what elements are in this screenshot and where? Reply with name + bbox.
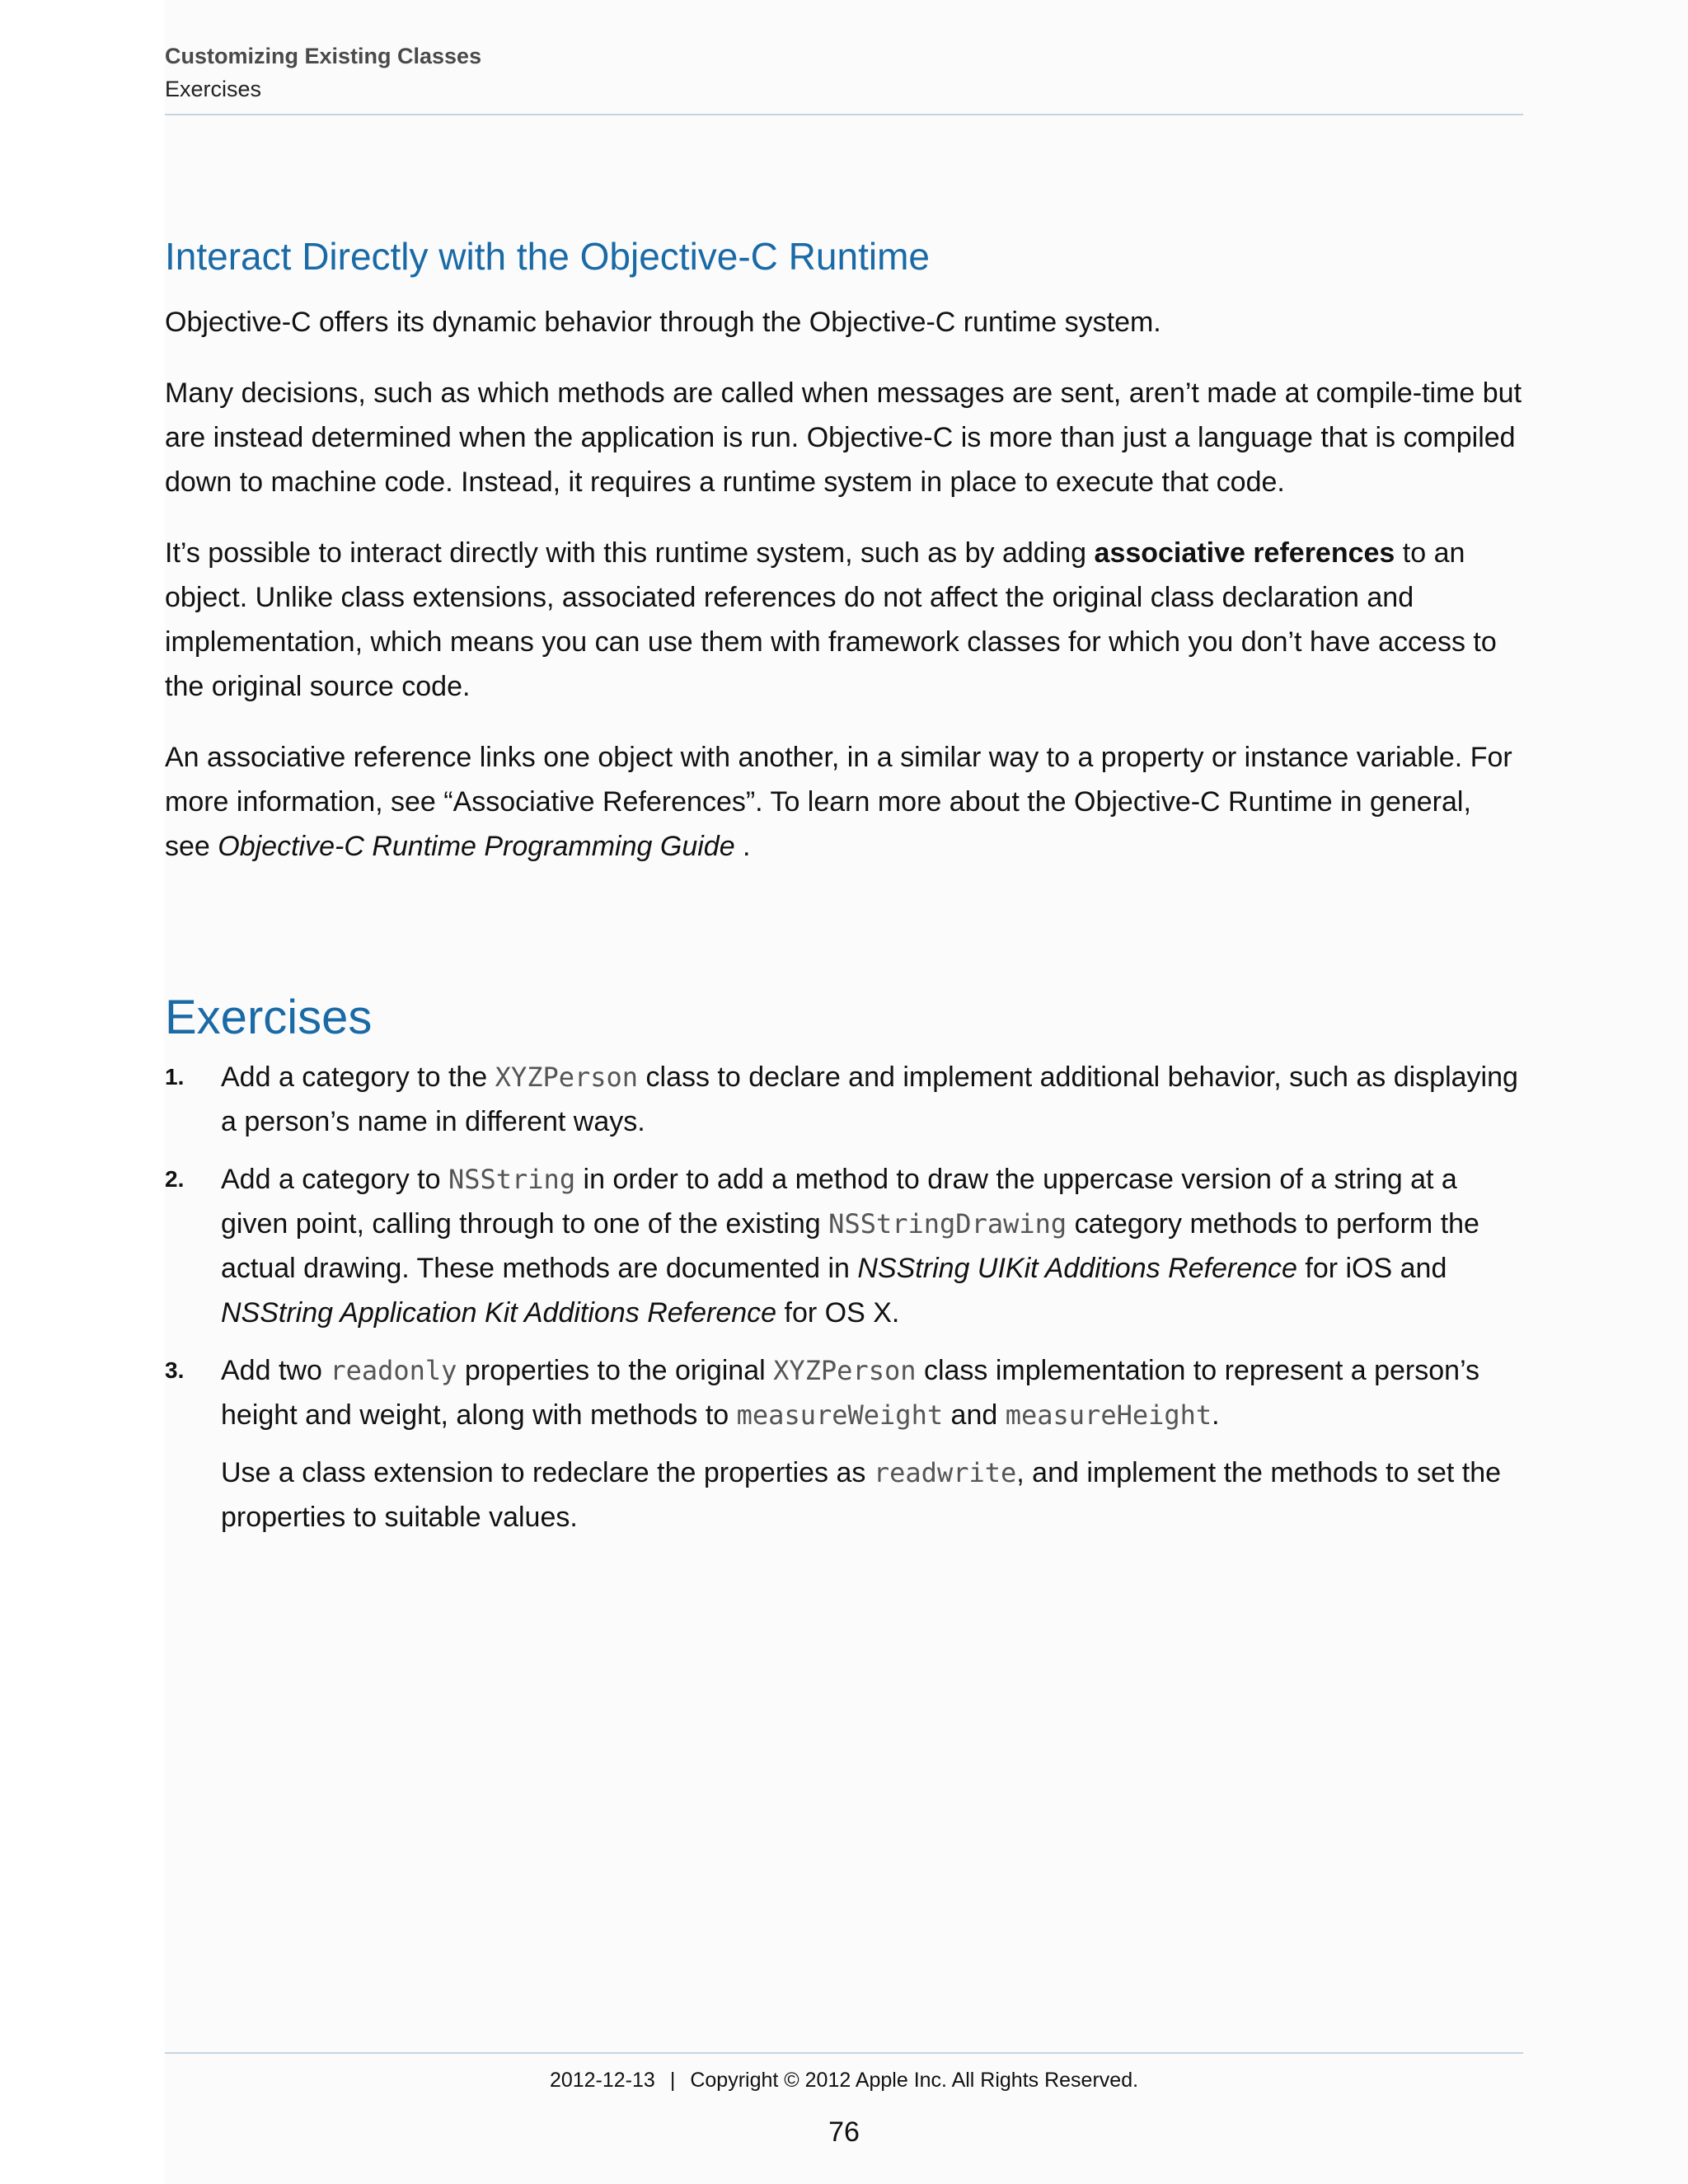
footer-copyright: Copyright © 2012 Apple Inc. All Rights Reserved. — [690, 2069, 1139, 2092]
runtime-paragraph-2: Many decisions, such as which methods are called when messages are sent, aren’t made at compile-time but are instead determined when the application is run. Objective-C is more than just a language that is compiled down to machine code. Instead, it requires a runtime system in place to execute that code. — [165, 377, 1522, 498]
page-content — [165, 231, 1523, 1553]
exercise-item-3 — [165, 1348, 1523, 1540]
exercises-section — [165, 989, 1523, 1540]
code-term: measureHeight — [1005, 1399, 1212, 1431]
text-span: Use a class extension to redeclare the properties as — [221, 1457, 874, 1488]
runtime-section-heading: Interact Directly with the Objective-C Runtime — [165, 235, 930, 278]
text-span: to an object. Unlike class extensions, associated references do not affect the original class declaration and implementation, which means you can use them with framework classes for which you don’t have access to the original source code. — [165, 537, 1497, 702]
exercise-number: 1. — [165, 1064, 185, 1090]
text-span: It’s possible to interact directly with this runtime system, such as by adding — [165, 537, 1095, 569]
text-span: Add two — [221, 1355, 331, 1386]
exercise-text — [221, 1348, 1523, 1437]
runtime-paragraph-4 — [165, 735, 1523, 869]
text-span: class implementation to represent a person’s height and weight, along with methods to — [221, 1355, 1480, 1431]
exercise-text — [221, 1055, 1523, 1144]
exercise-text-continued — [221, 1451, 1523, 1540]
page-footer — [165, 2062, 1523, 2098]
footer-date: 2012-12-13 — [549, 2069, 655, 2092]
exercise-item-1 — [165, 1055, 1523, 1144]
exercise-number: 3. — [165, 1357, 185, 1383]
page-number: 76 — [828, 2116, 860, 2148]
runtime-paragraph-1: Objective-C offers its dynamic behavior through the Objective-C runtime system. — [165, 307, 1161, 338]
exercise-number: 2. — [165, 1166, 185, 1192]
code-term: XYZPerson — [495, 1062, 639, 1093]
text-span: category methods to perform the actual drawing. These methods are documented in — [221, 1208, 1479, 1284]
footer-divider — [165, 2052, 1523, 2054]
text-span: Add a category to — [221, 1164, 448, 1195]
running-header — [165, 40, 1523, 105]
doc-title: NSString UIKit Additions Reference — [857, 1253, 1297, 1284]
exercise-item-2 — [165, 1157, 1523, 1335]
code-term: NSStringDrawing — [828, 1208, 1067, 1240]
text-span: and — [943, 1399, 1006, 1431]
code-term: NSString — [448, 1164, 576, 1195]
associative-references-term: associative references — [1094, 537, 1395, 569]
text-span: , and implement the methods to set the properties to suitable values. — [221, 1457, 1502, 1533]
exercise-text — [221, 1157, 1523, 1335]
text-span: . — [734, 831, 751, 862]
footer-separator: | — [669, 2069, 676, 2092]
doc-title: NSString Application Kit Additions Reference — [221, 1297, 777, 1329]
exercises-heading: Exercises — [165, 991, 373, 1044]
text-span: An associative reference links one object with another, in a similar way to a property or instance variable. For more information, see “Associative References”. To learn more about the Objective-C Runtime in general, see — [165, 742, 1512, 862]
code-term: readonly — [330, 1355, 457, 1386]
runtime-section — [165, 231, 1523, 869]
header-chapter-title: Customizing Existing Classes — [165, 44, 482, 68]
exercise-list — [165, 1055, 1523, 1540]
text-span: in order to add a method to draw the uppercase version of a string at a given point, calling through to one of the existing — [221, 1164, 1457, 1240]
header-divider — [165, 114, 1523, 115]
code-term: measureWeight — [736, 1399, 944, 1431]
code-term: XYZPerson — [773, 1355, 917, 1386]
runtime-guide-title: Objective-C Runtime Programming Guide — [218, 831, 735, 862]
text-span: . — [1212, 1399, 1220, 1431]
text-span: for iOS and — [1296, 1253, 1447, 1284]
text-span: class to declare and implement additional behavior, such as displaying a person’s name in different ways. — [221, 1062, 1518, 1137]
text-span: properties to the original — [457, 1355, 774, 1386]
code-term: readwrite — [873, 1457, 1017, 1488]
text-span: Add a category to the — [221, 1062, 495, 1093]
text-span: for OS X. — [776, 1297, 900, 1329]
runtime-paragraph-3 — [165, 531, 1523, 709]
header-section-title: Exercises — [165, 77, 262, 101]
